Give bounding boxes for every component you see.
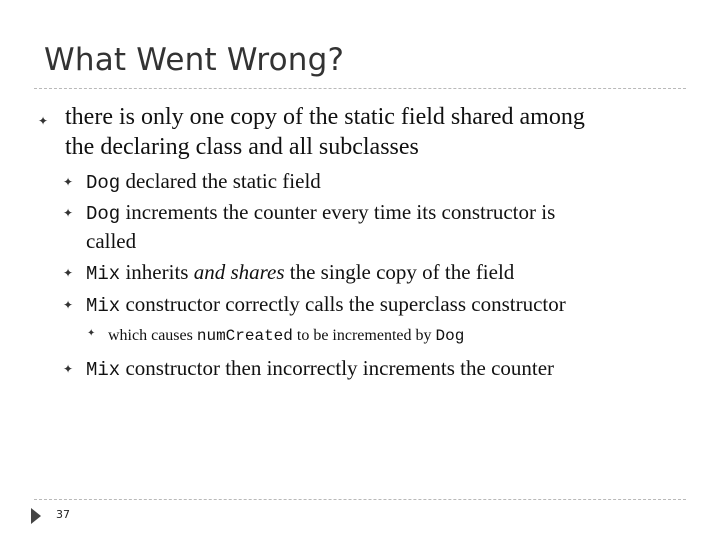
sub-point-4-text: constructor correctly calls the superclass constructor — [120, 292, 566, 316]
sub-point-3-emphasis: and shares — [193, 260, 285, 284]
bullet-icon: ✦ — [63, 175, 74, 189]
sub-point-3-text-a: inherits — [120, 260, 194, 284]
sub-point-5-text: constructor then incorrectly increments the counter — [120, 356, 555, 380]
sub-sub-point-1-text-a: which causes — [108, 327, 197, 344]
sub-sub-point-1 — [108, 326, 464, 346]
sub-point-3 — [86, 257, 514, 289]
sub-point-3-text-b: the single copy of the field — [284, 260, 515, 284]
bullet-icon: ✦ — [87, 328, 96, 339]
point-line-2: the declaring class and all subclasses — [65, 134, 419, 160]
code-mix: Mix — [86, 295, 121, 317]
point-line-1: there is only one copy of the static field shared among — [65, 104, 585, 130]
bullet-icon: ✦ — [63, 298, 74, 312]
triangle-arrow-icon — [31, 508, 41, 524]
title-divider — [34, 88, 686, 89]
sub-point-4 — [86, 289, 566, 321]
code-numcreated: numCreated — [196, 327, 293, 345]
bullet-icon: ✦ — [63, 266, 74, 280]
code-dog: Dog — [435, 327, 465, 345]
sub-point-1 — [86, 166, 321, 198]
bullet-icon: ✦ — [38, 114, 49, 128]
slide-title: What Went Wrong? — [44, 42, 345, 78]
footer-divider — [34, 499, 686, 500]
code-mix: Mix — [86, 263, 121, 285]
bullet-icon: ✦ — [63, 206, 74, 220]
code-dog: Dog — [86, 172, 121, 194]
bullet-icon: ✦ — [63, 362, 74, 376]
page-number: 37 — [56, 508, 70, 521]
sub-point-2-continuation: called — [86, 229, 137, 253]
sub-point-2 — [86, 197, 555, 229]
sub-point-5 — [86, 353, 554, 385]
code-dog: Dog — [86, 203, 121, 225]
code-mix: Mix — [86, 359, 121, 381]
sub-sub-point-1-text-b: to be incremented by — [292, 327, 436, 344]
sub-point-2-text: increments the counter every time its constructor is — [120, 200, 556, 224]
sub-point-1-text: declared the static field — [120, 169, 321, 193]
